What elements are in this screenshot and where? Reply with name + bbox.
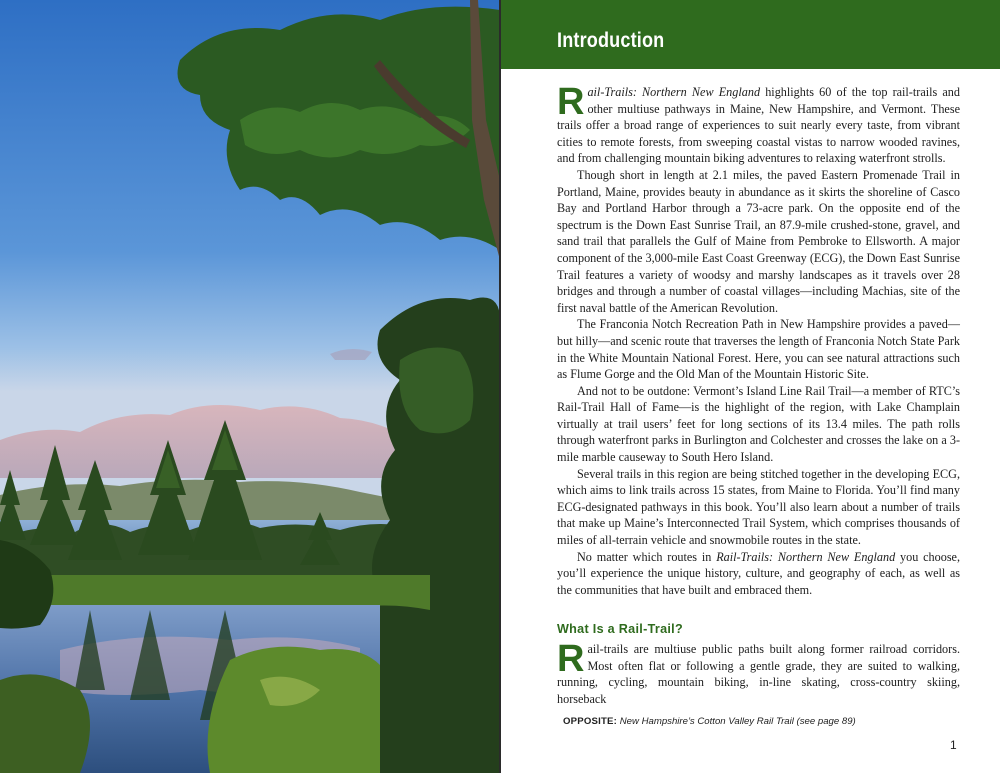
- photo-caption: [563, 716, 856, 727]
- dropcap: R: [557, 81, 585, 123]
- book-title-ref: Rail-Trails: Northern New England: [716, 549, 896, 564]
- chapter-header-bar: [501, 0, 1000, 69]
- text-page: [501, 0, 1000, 773]
- dropcap: R: [557, 638, 585, 680]
- section-body: [557, 638, 960, 707]
- intro-paragraph-6: No matter which routes in Rail-Trails: Northern New England you choose, you’ll experience the unique history, culture, and geography of each, as well as the communities that have built and embraced them.: [557, 549, 961, 597]
- intro-paragraph-1: Rail-Trails: Northern New England highlights 60 of the top rail-trails and other multiuse pathways in Maine, New Hampshire, and Vermont. These trails offer a broad range of experiences to suit nearly every taste, from vibrant cities to remote forests, from sweeping coastal vistas to narrow wooded ravines, and from challenging mountain biking adventures to relaxing waterfront strolls.: [557, 81, 960, 166]
- chapter-title: Introduction: [557, 29, 665, 52]
- intro-paragraph-4: And not to be outdone: Vermont’s Island Line Rail Trail—a member of RTC’s Rail-Trail Hall of Fame—is the highlight of the region, with Lake Champlain virtually at trail users’ feet for long sections of its 13.4 miles. The path rolls through waterfront parks in Burlington and Colchester and crosses the lake on a 3-mile marble causeway to South Hero Island.: [557, 383, 960, 465]
- section-heading: What Is a Rail-Trail?: [557, 622, 683, 636]
- intro-paragraph-3: The Franconia Notch Recreation Path in New Hampshire provides a paved—but hilly—and scenic route that traverses the length of Franconia Notch State Park in the White Mountain National Forest. Here, you can see natural attractions such as Flume Gorge and the Old Man of the Mountain Historic Site.: [557, 317, 960, 382]
- page-number: 1: [950, 738, 957, 752]
- intro-paragraph-2: Though short in length at 2.1 miles, the paved Eastern Promenade Trail in Portland, Maine, provides beauty in abundance as it skirts the shoreline of Casco Bay and Portland Harbor through a 73-acre park. On the opposite end of the spectrum is the Down East Sunrise Trail, an 87.9-mile crushed-stone, gravel, and sand trail that parallels the Gulf of Maine from Pembroke to Ellsworth. A major component of the 3,000-mile East Coast Greenway (ECG), the Down East Sunrise Trail features a variety of woodsy and marshy landscapes as it travels over 28 bridges and through a number of coastal villages—including Machias, site of the first naval battle of the American Revolution.: [557, 167, 960, 315]
- intro-body: [557, 81, 961, 598]
- book-title-ref: ail-Trails: Northern New England: [587, 85, 761, 99]
- caption-label: OPPOSITE:: [563, 716, 618, 727]
- caption-text: New Hampshire’s Cotton Valley Rail Trail (see page 89): [619, 716, 856, 727]
- section-paragraph-1: Rail-trails are multiuse public paths built along former railroad corridors. Most often flat or following a gentle grade, they are suited to walking, running, cycling, mountain biking, in-line skating, cross-country skiing, horseback: [557, 638, 960, 706]
- intro-paragraph-5: Several trails in this region are being stitched together in the developing ECG, which aims to link trails across 15 states, from Maine to Florida. You’ll find many ECG-designated pathways in this book. You’ll also learn about a number of trails that make up Maine’s Interconnected Trail System, which comprises thousands of miles of all-terrain vehicle and snowmobile routes in the state.: [557, 466, 960, 548]
